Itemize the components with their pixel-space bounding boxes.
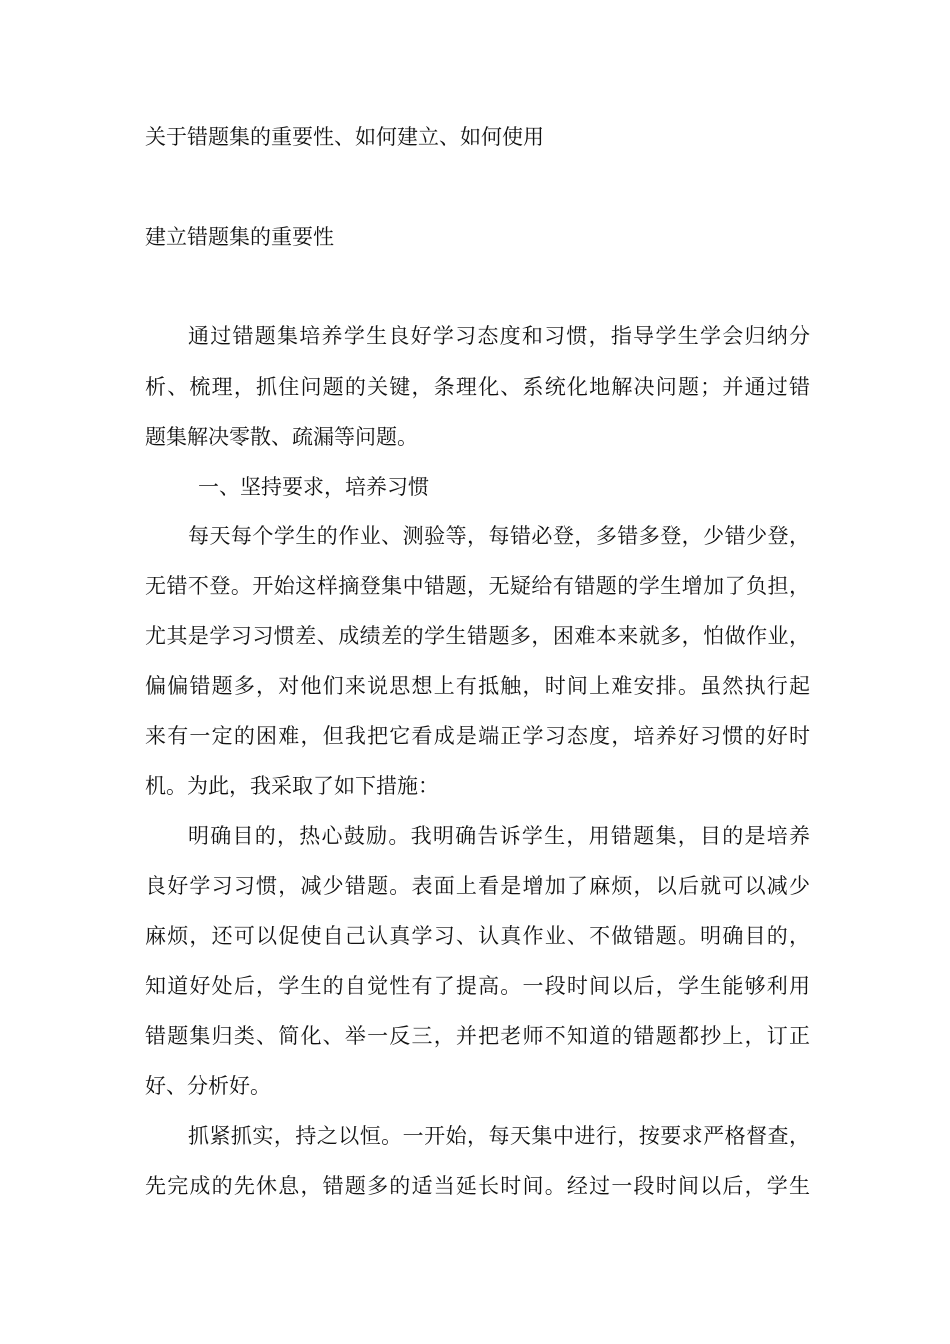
para2-line-5: 错题集归类、简化、举一反三，并把老师不知道的错题都抄上，订正 [145, 1024, 810, 1048]
para2-line-1: 明确目的，热心鼓励。我明确告诉学生，用错题集，目的是培养 [188, 824, 810, 848]
subheading-1: 一、坚持要求，培养习惯 [198, 475, 429, 499]
para1-line-3: 尤其是学习习惯差、成绩差的学生错题多，困难本来就多，怕做作业， [145, 624, 810, 648]
para2-line-4: 知道好处后，学生的自觉性有了提高。一段时间以后，学生能够利用 [145, 974, 810, 998]
para3-line-2: 先完成的先休息，错题多的适当延长时间。经过一段时间以后，学生 [145, 1174, 810, 1198]
para1-line-2: 无错不登。开始这样摘登集中错题，无疑给有错题的学生增加了负担， [145, 574, 810, 598]
intro-line-2: 析、梳理，抓住问题的关键，条理化、系统化地解决问题；并通过错 [145, 375, 810, 399]
document-title: 关于错题集的重要性、如何建立、如何使用 [145, 125, 544, 149]
para2-line-3: 麻烦，还可以促使自己认真学习、认真作业、不做错题。明确目的， [145, 924, 810, 948]
intro-line-1: 通过错题集培养学生良好学习态度和习惯，指导学生学会归纳分 [188, 324, 810, 348]
para1-line-5: 来有一定的困难，但我把它看成是端正学习态度，培养好习惯的好时 [145, 724, 810, 748]
para1-line-6: 机。为此，我采取了如下措施： [145, 774, 439, 798]
para2-line-6: 好、分析好。 [145, 1074, 271, 1098]
para3-line-1: 抓紧抓实，持之以恒。一开始，每天集中进行，按要求严格督查， [188, 1124, 810, 1148]
intro-line-3: 题集解决零散、疏漏等问题。 [145, 425, 418, 449]
para1-line-4: 偏偏错题多，对他们来说思想上有抵触，时间上难安排。虽然执行起 [145, 674, 810, 698]
section-heading: 建立错题集的重要性 [145, 225, 334, 249]
para2-line-2: 良好学习习惯，减少错题。表面上看是增加了麻烦，以后就可以减少 [145, 874, 810, 898]
para1-line-1: 每天每个学生的作业、测验等，每错必登，多错多登，少错少登， [188, 524, 810, 548]
